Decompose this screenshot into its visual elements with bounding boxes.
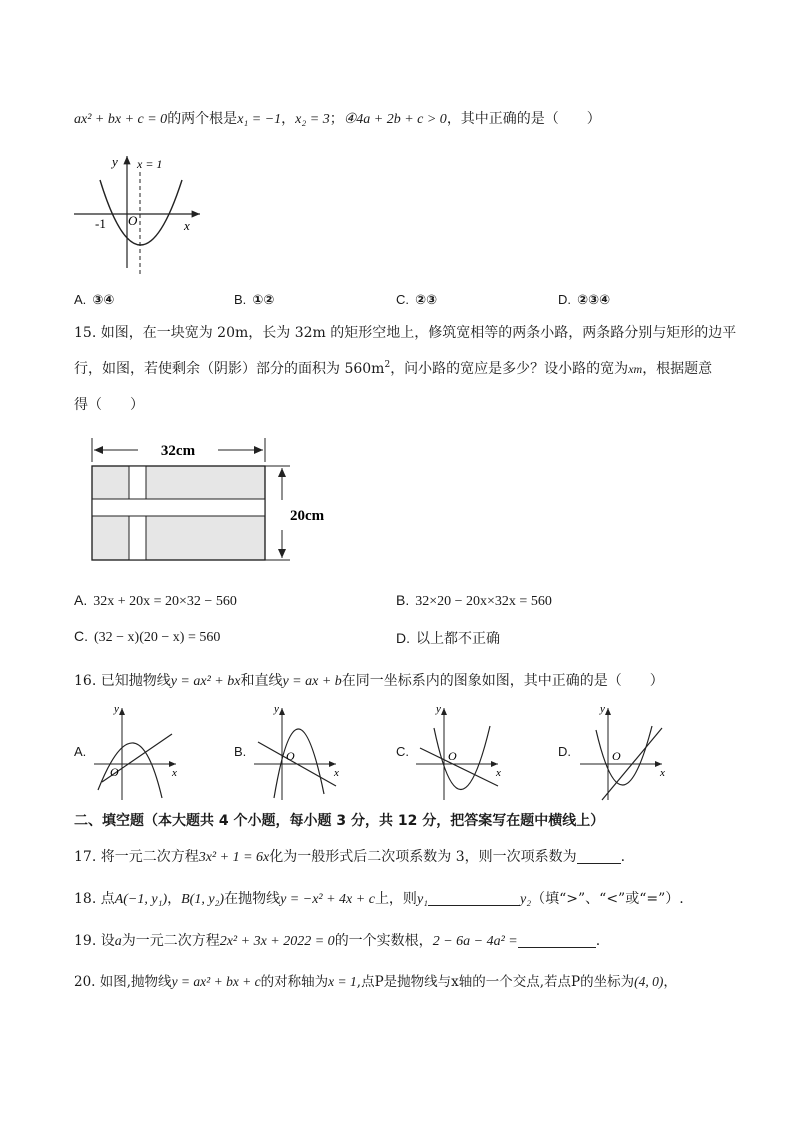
- q15-var: xm: [628, 362, 643, 376]
- q14-origin-label: O: [128, 213, 138, 228]
- q19-end: .: [595, 933, 601, 949]
- q19-pre: 19. 设: [74, 933, 115, 949]
- q16-parabola-eq: y = ax² + bx: [170, 674, 241, 689]
- q16-graph-a[interactable]: [92, 702, 187, 802]
- q14-option-b[interactable]: [234, 292, 274, 308]
- q15-option-c-value: (32 − x)(20 − x) = 560: [94, 630, 221, 645]
- q14-root-x1: x₁ = −1: [237, 112, 282, 127]
- q18-equation: y = −x² + 4x + c: [280, 892, 375, 907]
- q16-d-x: x: [660, 767, 665, 779]
- q15-option-b-letter: B.: [396, 592, 410, 608]
- q20-pre: 20. 如图,抛物线: [74, 974, 172, 990]
- q19-mid: 为一元二次方程: [121, 933, 220, 949]
- q14-equation: ax² + bx + c = 0: [74, 112, 168, 127]
- q16-d-o: O: [612, 749, 621, 763]
- q16-b-x: x: [334, 767, 339, 779]
- q15-line-2-sup: 2: [384, 360, 391, 370]
- q16-graph-b[interactable]: [252, 702, 347, 802]
- q15-option-b-value: 32×20 − 20x×32x = 560: [415, 594, 552, 609]
- q14-option-a-value: ③④: [92, 293, 115, 308]
- q14-parabola-graph: [70, 150, 210, 280]
- q16-b-o: O: [286, 749, 295, 763]
- q20-mid2: ,点P是抛物线与x轴的一个交点,若点P的坐标为: [356, 974, 635, 990]
- q16-statement: [74, 670, 664, 690]
- q14-text-2: ，其中正确的是（ ）: [446, 111, 601, 127]
- q15-option-c-letter: C.: [74, 628, 88, 644]
- q15-option-a-letter: A.: [74, 592, 88, 608]
- q19-equation: 2x² + 3x + 2022 = 0: [219, 934, 335, 949]
- q14-x-label: x: [184, 218, 190, 233]
- q14-option-d-letter: D.: [558, 292, 571, 307]
- q14-axis-label: x = 1: [137, 157, 163, 171]
- q19-var-a: a: [114, 934, 122, 949]
- q16-graph-c[interactable]: [414, 702, 509, 802]
- q18-mid: 在抛物线: [224, 891, 281, 907]
- q16-d-y: y: [600, 703, 605, 715]
- q16-option-b-label[interactable]: B.: [234, 744, 247, 759]
- q15-height-label: 20cm: [290, 508, 325, 524]
- q15-line-2b: ，问小路的宽应是多少？设小路的宽为: [390, 361, 629, 377]
- q18-y2: y₂: [520, 892, 532, 907]
- q18-sep: ，: [167, 891, 182, 907]
- q14-statement: [74, 108, 601, 128]
- q14-option-a[interactable]: [74, 292, 114, 308]
- q18-y1: y₁: [416, 892, 429, 907]
- q14-option-c[interactable]: [396, 292, 437, 308]
- q20-axis: x = 1: [328, 974, 357, 989]
- q15-line-2c: ，根据题意: [642, 361, 713, 377]
- q15-line-3: 得（ ）: [74, 397, 144, 413]
- q16-graph-d[interactable]: [578, 702, 673, 802]
- q20-statement: [74, 970, 677, 990]
- q17-equation: 3x² + 1 = 6x: [198, 850, 270, 865]
- q15-line-2a: 行，如图，若使剩余（阴影）部分的面积为 560m: [74, 361, 385, 377]
- q16-option-c-label[interactable]: C.: [396, 744, 409, 759]
- q14-item-4: ④4a + 2b + c > 0: [343, 112, 447, 127]
- q20-point: (4, 0): [634, 974, 664, 989]
- section-2-heading: 二、填空题（本大题共 4 个小题，每小题 3 分，共 12 分，把答案写在题中横线上）: [74, 813, 605, 829]
- q15-option-d[interactable]: [396, 628, 500, 648]
- q16-mid: 和直线: [240, 673, 283, 689]
- q15-option-a-value: 32x + 20x = 20×32 − 560: [93, 594, 237, 609]
- q15-line-1: 15. 如图，在一块宽为 20m，长为 32m 的矩形空地上，修筑宽相等的两条小路，两条路分别与矩形的边平: [74, 325, 737, 341]
- q15-horizontal-road: [92, 499, 265, 516]
- q19-statement: [74, 930, 600, 950]
- q14-option-a-letter: A.: [74, 292, 87, 307]
- q20-end: ，: [663, 974, 677, 990]
- q18-answer-blank[interactable]: [428, 891, 520, 906]
- q19-answer-blank[interactable]: [518, 933, 596, 948]
- q18-hint: （填“>”、“<”或“=”）.: [531, 891, 684, 907]
- q15-line-2: [74, 358, 712, 378]
- q16-a-o: O: [110, 765, 119, 779]
- q16-option-d-label[interactable]: D.: [558, 744, 571, 759]
- q14-parabola-curve: [100, 180, 182, 245]
- q14-option-b-letter: B.: [234, 292, 247, 307]
- q17-answer-blank[interactable]: [577, 849, 621, 864]
- q18-pre: 18. 点: [74, 891, 115, 907]
- q17-pre: 17. 将一元二次方程: [74, 849, 199, 865]
- q16-option-a-label[interactable]: A.: [74, 744, 87, 759]
- q15-option-a[interactable]: [74, 592, 237, 610]
- q17-post: 化为一般形式后二次项系数为 3，则一次项系数为: [269, 849, 577, 865]
- q16-a-y: y: [114, 703, 119, 715]
- q14-option-b-value: ①②: [252, 293, 275, 308]
- q14-y-label: y: [112, 154, 118, 169]
- q15-option-b[interactable]: [396, 592, 552, 610]
- q15-option-d-value: 以上都不正确: [416, 631, 500, 647]
- q16-c-x: x: [496, 767, 501, 779]
- q15-option-d-letter: D.: [396, 630, 410, 646]
- q16-a-x: x: [172, 767, 177, 779]
- q20-mid: 的对称轴为: [260, 974, 329, 990]
- q18-point-b: B(1, y₂): [181, 892, 225, 907]
- q17-end: .: [620, 849, 626, 865]
- q16-pre: 16. 已知抛物线: [74, 673, 171, 689]
- q18-point-a: A(−1, y₁): [114, 892, 168, 907]
- q14-text-1: 的两个根是: [167, 111, 238, 127]
- q15-rectangle-diagram: [88, 436, 348, 576]
- q20-equation: y = ax² + bx + c: [171, 974, 261, 989]
- q14-neg1-label: -1: [95, 216, 106, 231]
- q19-expression: 2 − 6a − 4a² =: [432, 934, 518, 949]
- q18-statement: [74, 888, 684, 908]
- q14-option-d[interactable]: [558, 292, 610, 308]
- q14-option-c-letter: C.: [396, 292, 409, 307]
- q18-post: 上，则: [374, 891, 417, 907]
- q16-post: 在同一坐标系内的图象如图，其中正确的是（ ）: [341, 673, 664, 689]
- q16-b-y: y: [274, 703, 279, 715]
- q16-c-y: y: [436, 703, 441, 715]
- q14-root-x2: x₂ = 3: [295, 112, 330, 127]
- q14-option-d-value: ②③④: [577, 293, 611, 308]
- q17-statement: [74, 846, 625, 866]
- q14-sep-1: ，: [281, 111, 296, 127]
- q19-mid2: 的一个实数根，: [334, 933, 433, 949]
- q14-sep-2: ；: [329, 111, 344, 127]
- q15-width-label: 32cm: [160, 443, 196, 459]
- q16-c-o: O: [448, 749, 457, 763]
- q16-line-eq: y = ax + b: [282, 674, 342, 689]
- q15-option-c[interactable]: [74, 628, 220, 646]
- q14-option-c-value: ②③: [415, 293, 438, 308]
